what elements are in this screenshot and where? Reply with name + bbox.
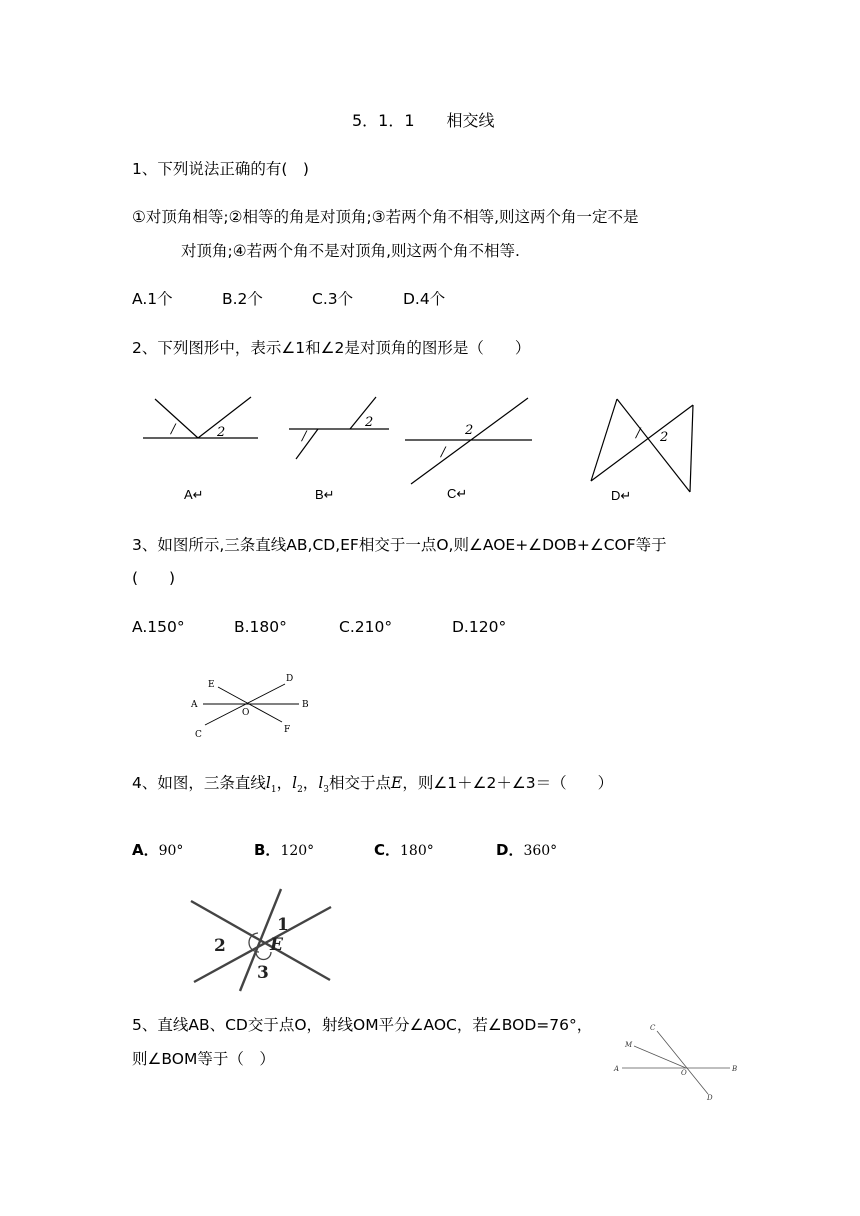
q4-stem-a: 4、如图，三条直线 — [132, 774, 266, 792]
q2-stem: 2、下列图形中，表示∠1和∠2是对顶角的图形是（ ） — [132, 339, 531, 357]
q3-option-d: D.120° — [452, 618, 507, 636]
q4-option-a-value: 90° — [158, 843, 184, 859]
q3-point-e: E — [208, 680, 215, 690]
q4-l2: l — [292, 774, 298, 792]
q2-fig-d-angle2: 2 — [660, 430, 669, 445]
q4-sep-1: ， — [276, 774, 293, 792]
q4-l3: l — [318, 774, 324, 792]
q3-point-b: B — [302, 700, 309, 710]
q2-fig-b-angle1: / — [302, 429, 307, 444]
q4-stem-b: 相交于点 — [329, 774, 392, 792]
q3-stem-paren: ( ) — [132, 569, 176, 587]
q4-option-d-letter: D． — [496, 841, 524, 859]
q2-fig-a-angle1: / — [171, 422, 176, 437]
q2-fig-a-angle2: 2 — [217, 425, 226, 440]
q5-point-o: O — [681, 1069, 687, 1077]
q4-option-c-value: 180° — [400, 843, 434, 859]
q4-l3-sub: 3 — [323, 785, 330, 796]
q4-option-c-letter: C． — [374, 841, 401, 859]
q4-fig-angle-3: 3 — [257, 963, 269, 983]
q1-option-d: D.4个 — [403, 290, 446, 308]
q4-fig-point-e: E — [270, 935, 283, 955]
page-title: 5．1．1 相交线 — [352, 111, 495, 130]
q2-fig-b-angle2: 2 — [365, 415, 374, 430]
q5-line2: 则∠BOM等于（ ） — [132, 1050, 275, 1068]
q5-point-d: D — [707, 1094, 713, 1102]
q2-fig-c-angle2: 2 — [465, 423, 474, 438]
q5-point-a: A — [614, 1065, 620, 1073]
q3-point-c: C — [195, 730, 202, 740]
q1-statements-line1: ①对顶角相等;②相等的角是对顶角;③若两个角不相等,则这两个角一定不是 — [132, 208, 639, 226]
q5-line1: 5、直线AB、CD交于点O，射线OM平分∠AOC，若∠BOD=76°， — [132, 1016, 593, 1034]
q5-line-cd — [657, 1031, 708, 1094]
q1-statements-line2: 对顶角;④若两个角不是对顶角,则这两个角不相等. — [181, 242, 520, 260]
q3-point-f: F — [284, 725, 291, 735]
q4-option-d-value: 360° — [523, 843, 558, 859]
q5-point-m: M — [625, 1041, 633, 1049]
q2-fig-c-label: C↵ — [447, 486, 468, 501]
q2-fig-d-label: D↵ — [611, 488, 632, 503]
q3-option-a: A.150° — [132, 618, 185, 636]
q1-stem: 1、下列说法正确的有( ) — [132, 160, 309, 178]
q4-point-e: E — [391, 774, 403, 792]
q4-fig-angle-1: 1 — [277, 915, 289, 935]
q3-point-d: D — [286, 674, 294, 684]
q1-option-c: C.3个 — [312, 290, 354, 308]
q3-stem: 3、如图所示,三条直线AB,CD,EF相交于一点O,则∠AOE+∠DOB+∠COF等于 — [132, 536, 667, 554]
q5-point-c: C — [650, 1024, 656, 1032]
q4-option-b-value: 120° — [280, 843, 315, 859]
q4-l1-sub: 1 — [270, 785, 277, 796]
q1-option-a: A.1个 — [132, 290, 173, 308]
q3-point-a: A — [191, 700, 198, 710]
q2-fig-b-label: B↵ — [315, 487, 335, 502]
q4-l1: l — [265, 774, 271, 792]
q2-fig-c-angle1: / — [441, 445, 446, 460]
q4-l2-sub: 2 — [297, 785, 303, 796]
q3-option-c: C.210° — [339, 618, 393, 636]
q2-fig-d-angle1: / — [636, 426, 641, 441]
q5-point-b: B — [732, 1065, 738, 1073]
q3-option-b: B.180° — [234, 618, 287, 636]
q2-fig-a-label: A↵ — [184, 487, 204, 502]
q3-point-o: O — [242, 708, 250, 718]
q4-option-b-letter: B． — [254, 841, 281, 859]
q4-sep-2: ， — [302, 774, 319, 792]
q4-option-a-letter: A． — [132, 841, 159, 859]
q1-option-b: B.2个 — [222, 290, 263, 308]
q4-stem-c: ，则∠1＋∠2＋∠3＝（ ） — [402, 774, 614, 792]
q4-fig-angle-2: 2 — [214, 936, 226, 956]
